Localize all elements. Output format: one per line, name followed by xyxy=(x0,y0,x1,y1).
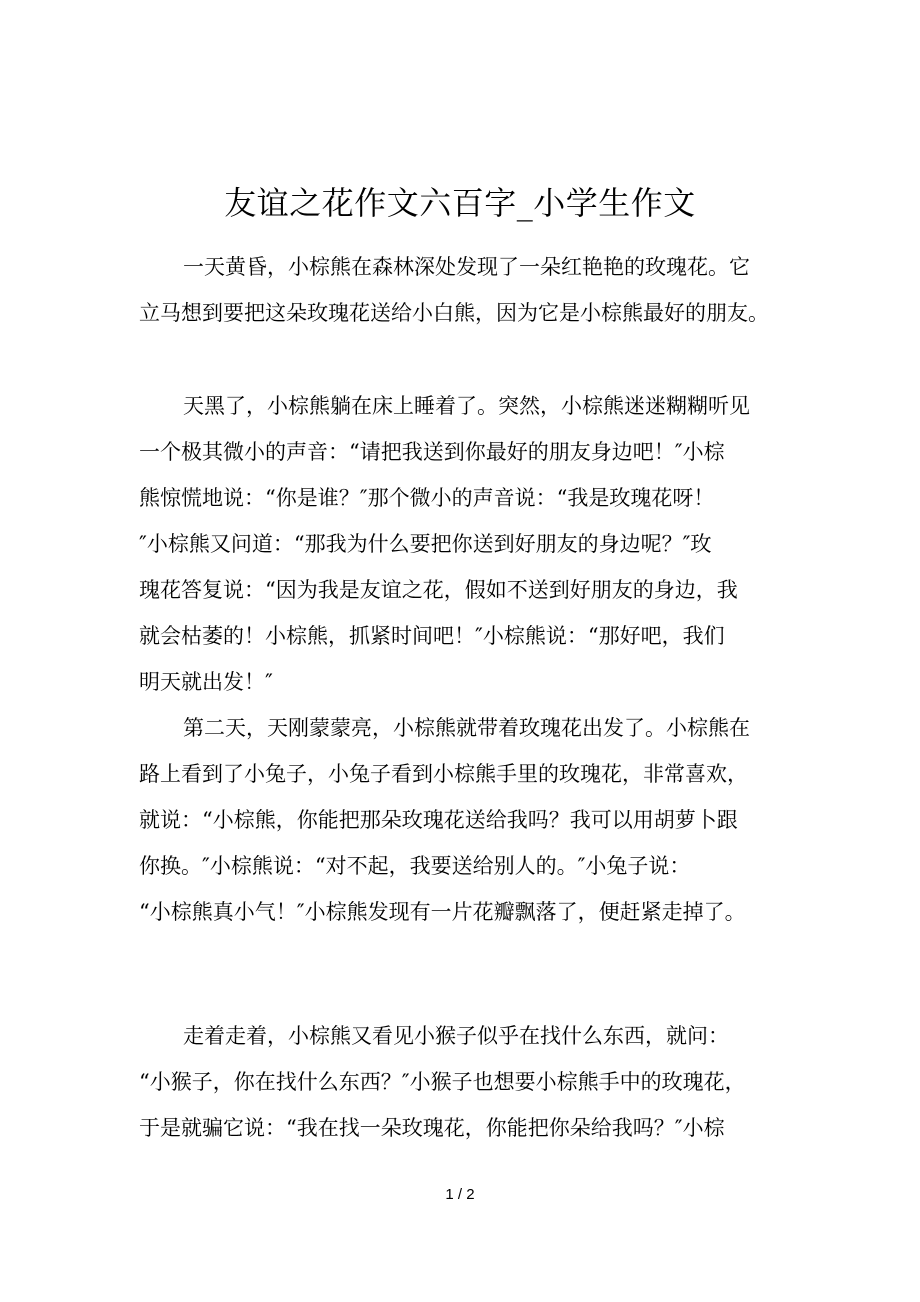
text-line: 就说：“小棕熊，你能把那朵玫瑰花送给我吗？我可以用胡萝卜跟 xyxy=(139,808,738,832)
document-title: 友谊之花作文六百字_小学生作文 xyxy=(224,184,696,222)
text-line: ″小棕熊又问道：“那我为什么要把你送到好朋友的身边呢？″玫 xyxy=(139,532,712,556)
page-number: 1 / 2 xyxy=(445,1186,475,1203)
text-line: 明天就出发！″ xyxy=(139,670,273,694)
text-line: 走着走着，小棕熊又看见小猴子似乎在找什么东西，就问： xyxy=(183,1024,729,1048)
paragraph-4 xyxy=(139,1013,789,1151)
text-line: “小猴子，你在找什么东西？″小猴子也想要小棕熊手中的玫瑰花， xyxy=(139,1070,746,1094)
text-line: 于是就骗它说：“我在找一朵玫瑰花，你能把你朵给我吗？″小棕 xyxy=(139,1116,725,1140)
paragraph-2 xyxy=(139,383,789,705)
text-line: 就会枯萎的！小棕熊，抓紧时间吧！″小棕熊说：“那好吧，我们 xyxy=(139,624,725,648)
text-line: 瑰花答复说：“因为我是友谊之花，假如不送到好朋友的身边，我 xyxy=(139,578,738,602)
paragraph-3 xyxy=(139,705,789,935)
text-line: 熊惊慌地说：“你是谁？″那个微小的声音说：“我是玫瑰花呀！ xyxy=(139,486,715,510)
text-line: 立马想到要把这朵玫瑰花送给小白熊，因为它是小棕熊最好的朋友。 xyxy=(139,301,769,325)
text-line: 路上看到了小兔子，小兔子看到小棕熊手里的玫瑰花，非常喜欢， xyxy=(139,762,748,786)
text-line: 一天黄昏，小棕熊在森林深处发现了一朵红艳艳的玫瑰花。它 xyxy=(183,255,750,279)
text-line: 天黑了，小棕熊躺在床上睡着了。突然，小棕熊迷迷糊糊听见 xyxy=(183,394,750,418)
text-line: “小棕熊真小气！″小棕熊发现有一片花瓣飘落了，便赶紧走掉了。 xyxy=(139,900,746,924)
text-line: 你换。″小棕熊说：“对不起，我要送给别人的。″小兔子说： xyxy=(139,854,691,878)
text-line: 一个极其微小的声音：“请把我送到你最好的朋友身边吧！″小棕 xyxy=(139,440,725,464)
paragraph-1 xyxy=(139,244,789,336)
text-line: 第二天，天刚蒙蒙亮，小棕熊就带着玫瑰花出发了。小棕熊在 xyxy=(183,716,750,740)
